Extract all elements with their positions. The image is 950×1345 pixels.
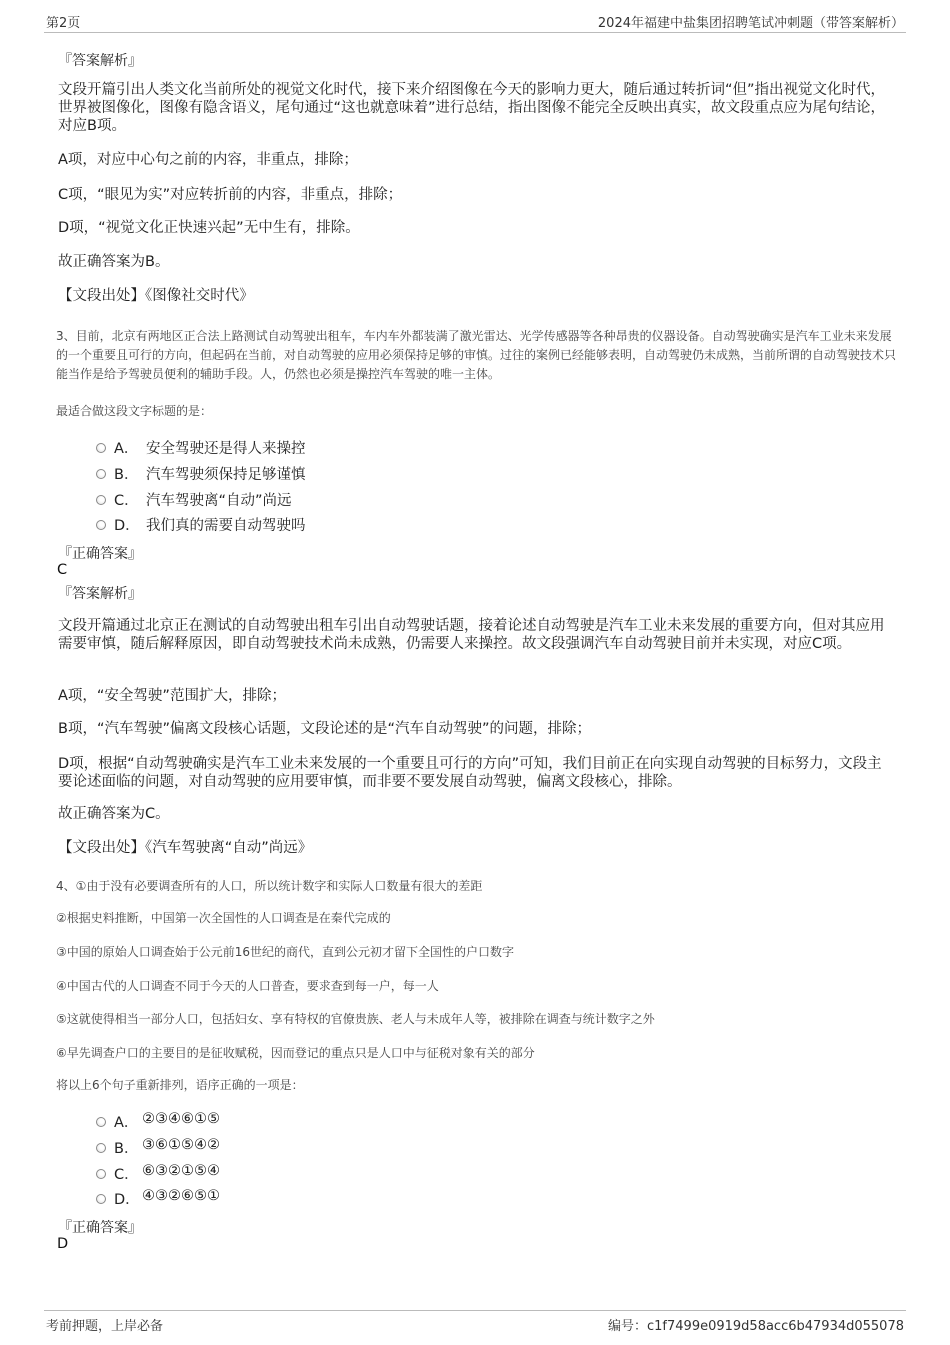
radio-button[interactable]	[96, 495, 106, 505]
q3-prompt: 最适合做这段文字标题的是：	[56, 404, 213, 418]
q3-analysis-label: 『答案解析』	[58, 586, 142, 602]
radio-button[interactable]	[96, 1143, 106, 1153]
q3-analysis-b: B项，“汽车驾驶”偏离文段核心话题，文段论述的是“汽车自动驾驶”的问题，排除；	[58, 721, 591, 737]
q3-correct-value: C	[57, 562, 68, 578]
analysis-option-d: D项，“视觉文化正快速兴起”无中生有，排除。	[58, 220, 360, 236]
radio-button[interactable]	[96, 520, 106, 530]
radio-button[interactable]	[96, 1117, 106, 1127]
q4-sentence-1: 4、①由于没有必要调查所有的人口，所以统计数字和实际人口数量有很大的差距	[56, 879, 483, 893]
page-footer	[44, 1310, 906, 1341]
analysis-main: 文段开篇引出人类文化当前所处的视觉文化时代，接下来介绍图像在今天的影响力更大，随后通过转折词“但”指出视觉文化时代，世界被图像化，图像有隐含语义，尾句通过“这也就意味着”进行总结，指出图像不能完全反映出真实，故文段重点应为尾句结论，对应B项。	[58, 82, 886, 134]
analysis-conclusion: 故正确答案为B。	[58, 254, 170, 270]
q3-source: 【文段出处】《汽车驾驶离“自动”尚远》	[58, 840, 313, 856]
q3-analysis-main: 文段开篇通过北京正在测试的自动驾驶出租车引出自动驾驶话题，接着论述自动驾驶是汽车工业未来发展的重要方向，但对其应用需要审慎，随后解释原因，即自动驾驶技术尚未成熟，仍需要人来操控。故文段强调汽车自动驾驶目前并未实现，对应C项。	[58, 618, 885, 652]
q4-sentence-3: ③中国的原始人口调查始于公元前16世纪的商代，直到公元初才留下全国性的户口数字	[56, 945, 515, 959]
q4-sentence-4: ④中国古代的人口调查不同于今天的人口普查，要求查到每一户，每一人	[56, 979, 439, 993]
analysis-label: 『答案解析』	[58, 53, 142, 69]
q4-correct-value: D	[57, 1236, 69, 1252]
q3-analysis-d: D项，根据“自动驾驶确实是汽车工业未来发展的一个重要且可行的方向”可知，我们目前正在向实现自动驾驶的目标努力，文段主要论述面临的问题，对自动驾驶的应用要审慎，而非要不要发展自动驾驶，偏离文段核心，排除。	[58, 756, 882, 790]
radio-button[interactable]	[96, 469, 106, 479]
q4-prompt: 将以上6个句子重新排列，语序正确的一项是：	[56, 1078, 304, 1092]
q4-correct-label: 『正确答案』	[58, 1220, 142, 1236]
analysis-option-c: C项，“眼见为实”对应转折前的内容，非重点，排除；	[58, 187, 403, 203]
q4-sentence-5: ⑤这就使得相当一部分人口，包括妇女、享有特权的官僚贵族、老人与未成年人等，被排除在调查与统计数字之外	[56, 1012, 655, 1026]
radio-button[interactable]	[96, 1169, 106, 1179]
page-header	[44, 10, 906, 33]
page-number: 第2页	[46, 16, 81, 31]
q3-stem: 3、目前，北京有两地区正合法上路测试自动驾驶出租车，车内车外都装满了激光雷达、光学传感器等各种昂贵的仪器设备。自动驾驶确实是汽车工业未来发展的一个重要且可行的方向，但起码在当前，对自动驾驶的应用必须保持足够的审慎。过往的案例已经能够表明，自动驾驶仍未成熟，当前所谓的自动驾驶技术只能当作是给予驾驶员便利的辅助手段。人，仍然也必须是操控汽车驾驶的唯一主体。	[56, 329, 897, 381]
q4-sentence-6: ⑥早先调查户口的主要目的是征收赋税，因而登记的重点只是人口中与征税对象有关的部分	[56, 1046, 535, 1060]
q4-sentence-2: ②根据史料推断，中国第一次全国性的人口调查是在秦代完成的	[56, 911, 391, 925]
q3-analysis-a: A项，“安全驾驶”范围扩大，排除；	[58, 688, 286, 704]
document-code: 编号：c1f7499e0919d58acc6b47934d055078	[608, 1319, 904, 1334]
footer-slogan: 考前押题，上岸必备	[46, 1319, 164, 1334]
analysis-source: 【文段出处】《图像社交时代》	[58, 288, 254, 304]
document-title: 2024年福建中盐集团招聘笔试冲刺题（带答案解析）	[597, 16, 904, 31]
radio-button[interactable]	[96, 1194, 106, 1204]
radio-button[interactable]	[96, 443, 106, 453]
q3-conclusion: 故正确答案为C。	[58, 806, 170, 822]
analysis-option-a: A项，对应中心句之前的内容，非重点，排除；	[58, 152, 358, 168]
q3-correct-label: 『正确答案』	[58, 546, 142, 562]
